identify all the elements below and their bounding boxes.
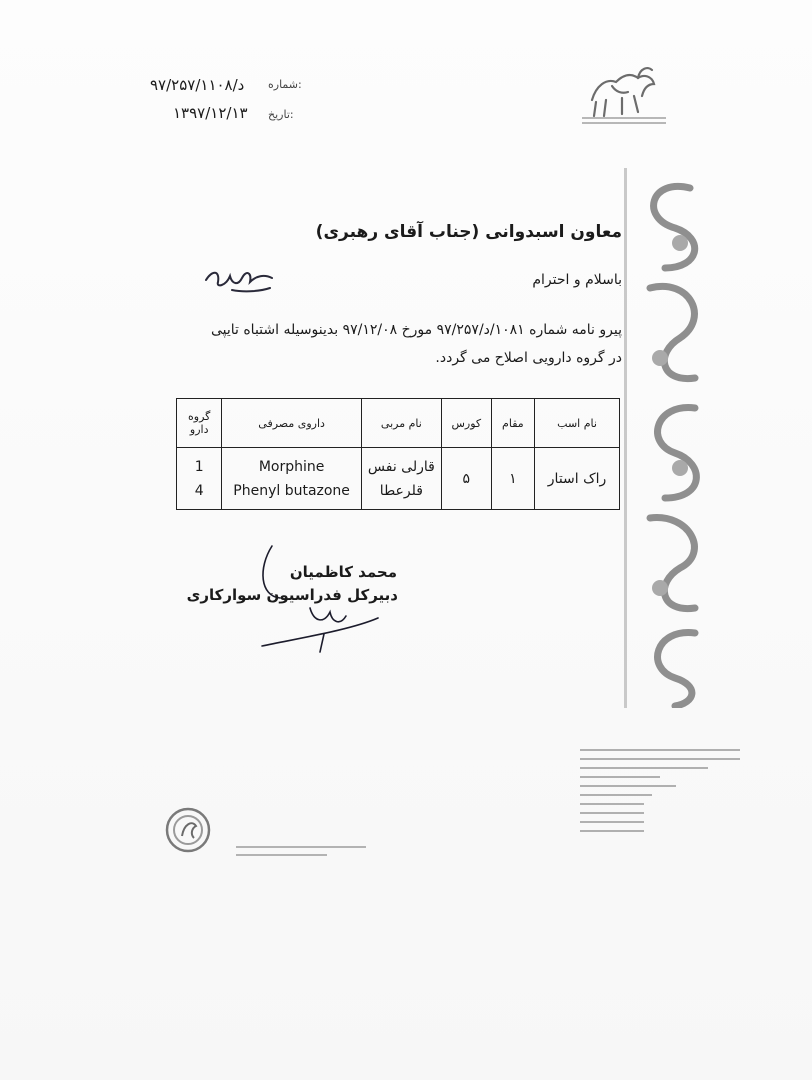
logo-caption-lines bbox=[582, 114, 666, 126]
contact-info-lines bbox=[580, 742, 740, 839]
header-trainer: نام مربی bbox=[361, 399, 441, 448]
ornament-band-icon bbox=[620, 168, 720, 708]
header-drug: داروی مصرفی bbox=[222, 399, 361, 448]
body-line-2: در گروه دارویی اصلاح می گردد. bbox=[435, 350, 622, 366]
cell-trainer bbox=[361, 448, 441, 510]
group-2: 4 bbox=[194, 482, 204, 499]
cell-drug-group bbox=[177, 448, 222, 510]
trainer-2: قلرعطا bbox=[379, 482, 423, 499]
signatory-name: محمد کاظمیان bbox=[289, 563, 397, 581]
header-rank: مقام bbox=[491, 399, 534, 448]
body-paragraph bbox=[172, 316, 622, 372]
group-1: 1 bbox=[194, 458, 204, 475]
table-row bbox=[177, 448, 620, 510]
cell-drug bbox=[222, 448, 361, 510]
trainer-1: قارلی نفس bbox=[367, 458, 435, 475]
body-line-1: پیرو نامه شماره ۱۰۸۱/د/۹۷/۲۵۷ مورخ ۹۷/۱۲/۰۸ بدینوسیله اشتباه تایپی bbox=[210, 322, 622, 338]
table-header-row bbox=[177, 399, 620, 448]
header-race: کورس bbox=[442, 399, 492, 448]
drug-2: Phenyl butazone bbox=[233, 482, 350, 499]
footer-address-lines bbox=[236, 840, 366, 862]
round-emblem-icon bbox=[164, 806, 212, 854]
signatory-title: دبیرکل فدراسیون سوارکاری bbox=[186, 586, 398, 604]
cell-horse: راک استار bbox=[535, 448, 620, 510]
letter-date-label: تاریخ: bbox=[268, 108, 294, 121]
drug-table bbox=[176, 398, 620, 510]
handwritten-note-icon bbox=[202, 262, 276, 294]
header-drug-group: گروه دارو bbox=[177, 399, 222, 448]
cell-rank: ۱ bbox=[491, 448, 534, 510]
letter-number-label: شماره: bbox=[268, 78, 302, 91]
letter-number: ۹۷/۲۵۷/د/۱۱۰۸ bbox=[150, 76, 245, 94]
drug-1: Morphine bbox=[258, 458, 325, 475]
cell-race: ۵ bbox=[442, 448, 492, 510]
greeting-line: باسلام و احترام bbox=[532, 272, 622, 288]
letter-date: ۱۳۹۷/۱۲/۱۳ bbox=[173, 104, 248, 122]
header-horse: نام اسب bbox=[535, 399, 620, 448]
recipient-line: معاون اسبدوانی (جناب آقای رهبری) bbox=[315, 222, 622, 242]
